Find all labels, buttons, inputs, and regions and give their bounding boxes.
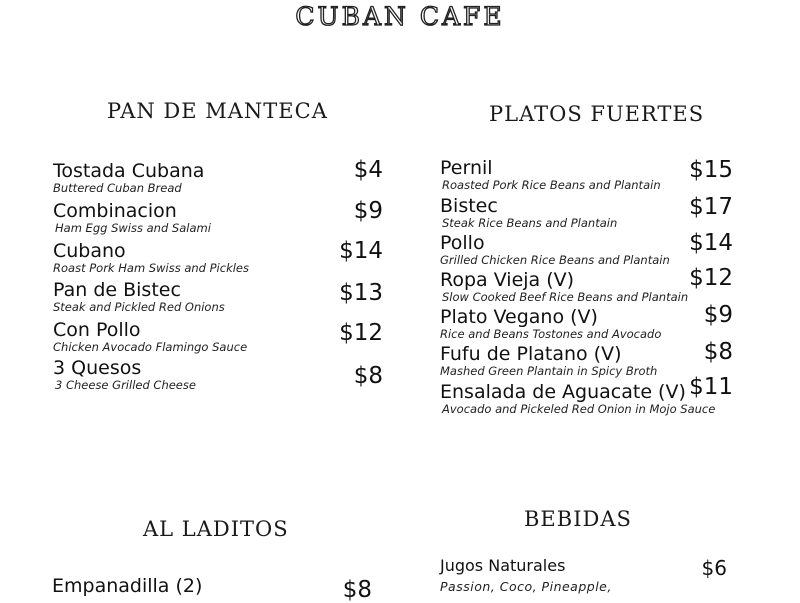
menu-item: [440, 158, 661, 192]
section-heading-bebidas: BEBIDAS: [524, 507, 632, 531]
item-name: 3 Quesos: [53, 357, 142, 379]
item-description: Mashed Green Plantain in Spicy Broth: [440, 364, 658, 378]
item-description: Chicken Avocado Flamingo Sauce: [53, 340, 248, 354]
item-price: $15: [689, 157, 733, 183]
item-name: Ensalada de Aguacate (V): [440, 381, 686, 403]
item-description: Buttered Cuban Bread: [53, 181, 182, 195]
item-price: $9: [703, 302, 733, 328]
item-description: Roast Pork Ham Swiss and Pickles: [53, 261, 249, 275]
item-name: Jugos Naturales: [440, 556, 566, 575]
section-heading-al-laditos: AL LADITOS: [143, 517, 289, 541]
menu-title: CUBAN CAFE: [295, 2, 505, 31]
item-name: Con Pollo: [53, 319, 141, 341]
item-price: $14: [689, 230, 733, 256]
item-description: Slow Cooked Beef Rice Beans and Plantain: [442, 290, 689, 304]
item-name: Pan de Bistec: [53, 279, 181, 301]
item-description: Ham Egg Swiss and Salami: [55, 221, 211, 235]
item-description: Steak Rice Beans and Plantain: [442, 216, 618, 230]
menu-item: [440, 307, 661, 341]
item-name: Pollo: [440, 232, 485, 254]
item-name: Combinacion: [53, 200, 177, 222]
menu-item: [53, 161, 204, 195]
item-name: Pernil: [440, 157, 493, 179]
item-price: $13: [339, 280, 383, 306]
menu-item: [440, 270, 688, 304]
item-name: Cubano: [53, 240, 126, 262]
menu-item: [53, 320, 247, 354]
menu-item: [53, 280, 225, 314]
menu-item: [52, 576, 202, 597]
item-description: Passion, Coco, Pineapple,: [440, 579, 612, 594]
item-price: $8: [353, 363, 383, 389]
item-price: $12: [689, 265, 733, 291]
section-heading-platos-fuertes: PLATOS FUERTES: [489, 102, 705, 126]
item-description: Rice and Beans Tostones and Avocado: [440, 327, 662, 341]
menu-item: [53, 201, 211, 235]
item-price: $9: [353, 198, 383, 224]
section-heading-pan-de-manteca: PAN DE MANTECA: [107, 99, 328, 123]
item-price: $11: [689, 374, 733, 400]
item-description: Grilled Chicken Rice Beans and Plantain: [440, 253, 670, 267]
item-name: Fufu de Platano (V): [440, 343, 622, 365]
menu-item: [440, 233, 670, 267]
item-name: Empanadilla (2): [52, 575, 203, 597]
item-price: $4: [353, 157, 383, 183]
item-price: $6: [701, 556, 727, 580]
item-price: $17: [689, 194, 733, 220]
item-description: Roasted Pork Rice Beans and Plantain: [442, 178, 661, 192]
item-price: $14: [339, 238, 383, 264]
item-name: Plato Vegano (V): [440, 306, 598, 328]
menu-item: [440, 344, 657, 378]
item-price: $12: [339, 320, 383, 346]
item-name: Ropa Vieja (V): [440, 269, 575, 291]
item-description: 3 Cheese Grilled Cheese: [55, 378, 196, 392]
item-name: Bistec: [440, 195, 498, 217]
menu-item: [53, 358, 196, 392]
item-name: Tostada Cubana: [53, 160, 205, 182]
item-description: Steak and Pickled Red Onions: [53, 300, 225, 314]
menu-item: [440, 557, 612, 594]
item-description: Avocado and Pickeled Red Onion in Mojo Sauce: [442, 402, 716, 416]
item-price: $8: [342, 577, 372, 603]
item-price: $8: [703, 339, 733, 365]
menu-item: [53, 241, 249, 275]
menu-item: [440, 196, 617, 230]
